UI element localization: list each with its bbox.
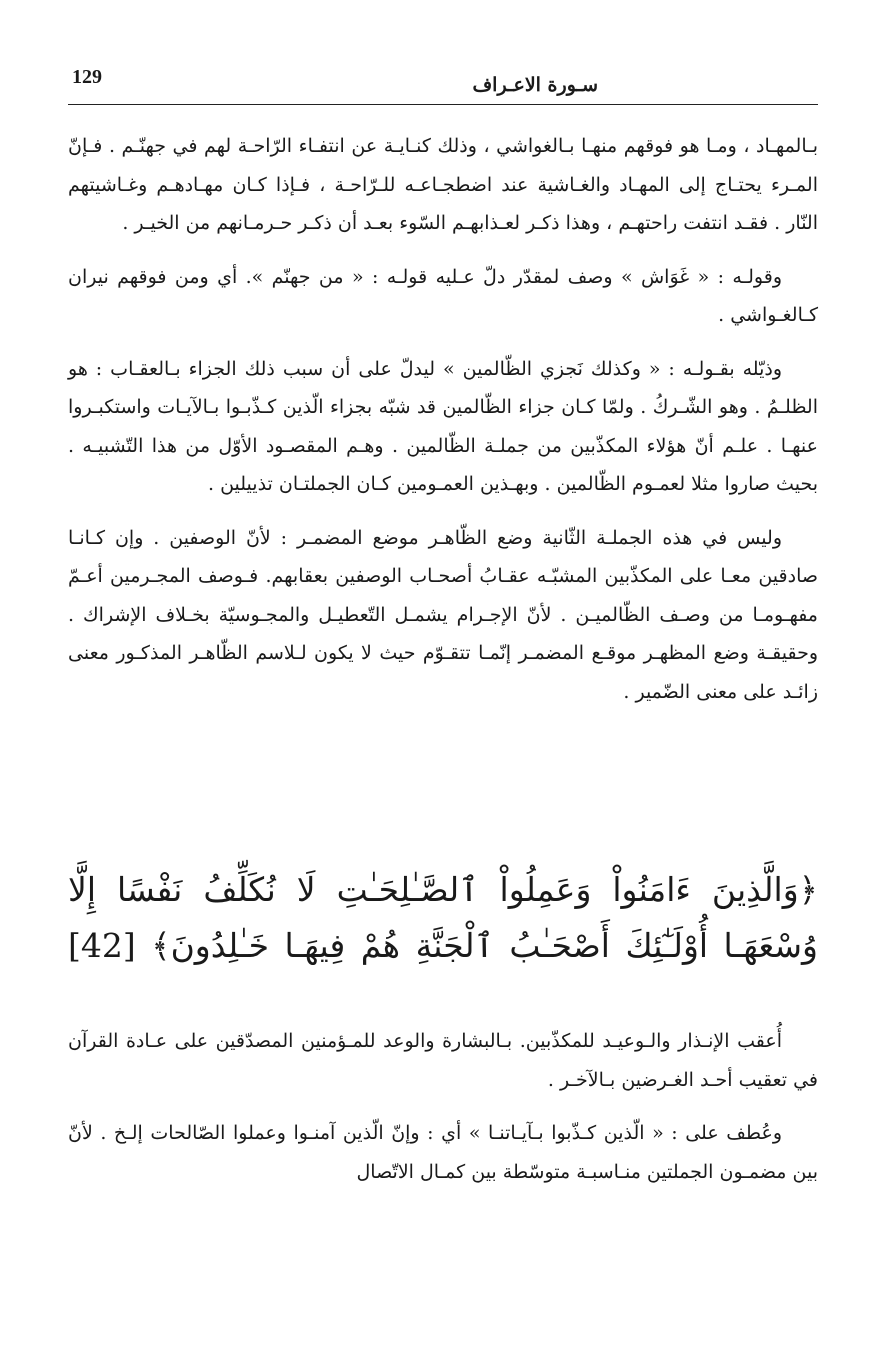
- commentary-block-2: [68, 1022, 818, 1206]
- page-number: 129: [72, 66, 102, 88]
- paragraph: وقولـه : « غَوَاش » وصف لمقدّر دلّ عـليه قولـه : « من جهنّم ». أي ومن فوقهم نيران كـالغـواشي .: [68, 265, 818, 326]
- running-title: سـورة الاعـراف: [472, 74, 598, 96]
- commentary-block-1: [68, 127, 818, 726]
- header-rule: [68, 104, 818, 105]
- paragraph: بـالمهـاد ، ومـا هو فوقهم منهـا بـالغواشي ، وذلك كنـايـة عن انتفـاء الرّاحـة لهم في جهنّـم . فـإنّ المـرء يحتـاج إلى المهـاد والغـاشية عند اضطجـاعـه للـرّاحـة ، فـإذا كـان مهـادهـم وغـاشيتهم النّار . فقـد انتفت راحتهـم ، وهذا ذكـر لعـذابهـم السّوء بعـد أن ذكـر حـرمـانهم من الخيـر .: [68, 135, 818, 234]
- paragraph: وذيّله بقـولـه : « وكذلك نَجزي الظّالمين » ليدلّ على أن سبب ذلك الجزاء بـالعقـاب : هو الظلـمُ . وهو الشّـركُ . ولمّا كـان جزاء الظّالمين قد شبّه بجزاء الّذين كـذّبـوا بـالآيـات واستكبـروا عنهـا . علـم أنّ هؤلاء المكذّبين من جملـة الظّالمين . وهـم المقصـود الأوّل من هذا التّشبيـه . بحيث صاروا مثلا لعمـوم الظّالمين . وبهـذين العمـومين كـان الجملتـان تذييلين .: [68, 357, 818, 495]
- paragraph: أُعقب الإنـذار والـوعيـد للمكذّبين. بـالبشارة والوعد للمـؤمنين المصدّقين على عـادة القرآن في تعقيب أحـد الغـرضين بـالآخـر .: [68, 1030, 818, 1091]
- paragraph: وليس في هذه الجملـة الثّانية وضع الظّاهـر موضع المضمـر : لأنّ الوصفين . وإن كـانـا صادقين معـا على المكذّبين المشبّـه عقـابُ أصحـاب الوصفين بعقابهم. فـوصف المجـرمين أعـمّ مفهـومـا من وصـف الظّالميـن . لأنّ الإجـرام يشمـل التّعطيـل والمجـوسيّة بخـلاف الإشراك . وحقيقـة وضع المظهـر موقـع المضمـر إنّمـا تتقـوّم حيث لا يكون لـلاسم الظّاهـر المذكـور معنى زائـد على معنى الضّمير .: [68, 526, 818, 703]
- quran-verse: ﴿وَالَّذِينَ ءَامَنُواْ وَعَمِلُواْ ٱلصَّـٰلِحَـٰتِ لَا نُكَلِّفُ نَفْسًا إِلَّا وُسْعَهَـا أُوْلَـٰٓئِكَ أَصْحَـٰبُ ٱلْجَنَّةِ هُمْ فِيهَـا خَـٰلِدُونَ﴾ [42]: [68, 870, 818, 965]
- paragraph: وعُطف على : « الّذين كـذّبوا بـآيـاتنـا » أي : وإنّ الّذين آمنـوا وعملوا الصّالحات إلـخ . لأنّ بين مضمـون الجملتين منـاسبـة متوسّطة بين كمـال الاتّصال: [68, 1122, 818, 1183]
